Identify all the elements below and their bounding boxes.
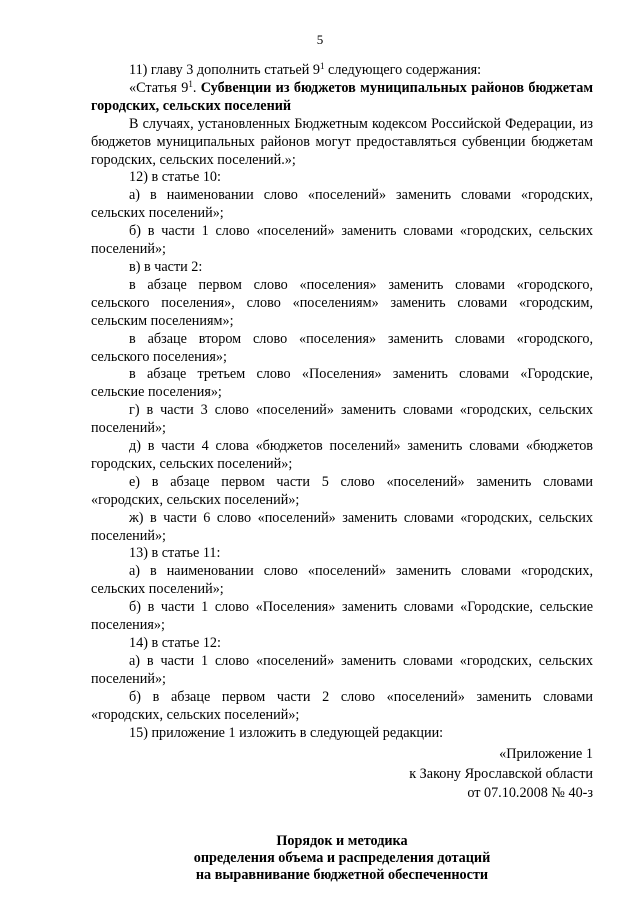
paragraph-item-14: 14) в статье 12: [129,635,221,651]
appendix-date: от 07.10.2008 № 40-з [467,784,593,801]
article-title: Субвенции из бюджетов муниципальных районов бюджетам городских, сельских поселений [91,79,594,114]
sub-item-e: е) в абзаце первом части 5 слово «поселений» заменить словами «городских, сельских поселений»; [91,473,593,508]
sub-item-zh: ж) в части 6 слово «поселений» заменить словами «городских, сельских поселений»; [91,509,593,544]
paragraph-text: 11) главу 3 дополнить статьей 9 [129,62,320,78]
sub-item-v: в) в части 2: [129,258,203,275]
title-line: Порядок и методика [276,833,408,850]
paragraph-item-15: 15) приложение 1 изложить в следующей редакции: [129,724,444,741]
sub-item-b: б) в абзаце первом части 2 слово «поселений» заменить словами «городских, сельских поселений»; [91,688,593,723]
paragraph-item-13: 13) в статье 11: [129,545,221,562]
document-title [91,833,593,884]
sub-item-b: б) в части 1 слово «Поселения» заменить словами «Городские, сельские поселения»; [91,599,593,634]
appendix-law: к Закону Ярославской области [409,765,593,782]
superscript: 1 [320,61,325,71]
page-number: 5 [316,32,324,47]
appendix-reference [91,745,593,803]
superscript: 1 [188,78,193,89]
article-heading [91,80,593,116]
appendix-label: «Приложение 1 [499,746,593,763]
sub-item-d: д) в части 4 слова «бюджетов поселений» заменить словами «бюджетов городских, сельских поселений»; [91,438,593,472]
sub-item-b: б) в части 1 слово «поселений» заменить словами «городских, сельских поселений»; [91,223,593,258]
title-line: определения объема и распределения дотаций [193,850,491,867]
document-body [91,62,593,884]
paragraph-item-12: 12) в статье 10: [129,169,221,186]
article-label: «Статья 9 [129,79,189,96]
title-line: на выравнивание бюджетной обеспеченности [195,867,489,884]
paragraph-text: в абзаце третьем слово «Поселения» заменить словами «Городские, сельские поселения»; [91,366,593,401]
sub-item-a: а) в части 1 слово «поселений» заменить словами «городских, сельских поселений»; [91,652,593,687]
sub-item-a: а) в наименовании слово «поселений» заменить словами «городских, сельских поселений»; [91,563,593,598]
sub-item-a: а) в наименовании слово «поселений» заменить словами «городских, сельских поселений»; [91,187,593,222]
sub-item-g: г) в части 3 слово «поселений» заменить словами «городских, сельских поселений»; [91,402,593,437]
article-dot: . [192,79,201,96]
paragraph-text: в абзаце втором слово «поселения» заменить словами «городского, сельского поселения»; [91,330,593,365]
paragraph-text: следующего содержания: [324,62,482,78]
article-body: В случаях, установленных Бюджетным кодексом Российской Федерации, из бюджетов муниципальных районов могут предоставляться субвенции бюджетам городских, сельских поселений.»; [91,115,593,168]
paragraph-text: в абзаце первом слово «поселения» заменить словами «городского, сельского поселения», слово «поселениям» заменить словами «городским, сельским поселениям»; [91,276,593,329]
paragraph-item-11 [91,62,593,80]
